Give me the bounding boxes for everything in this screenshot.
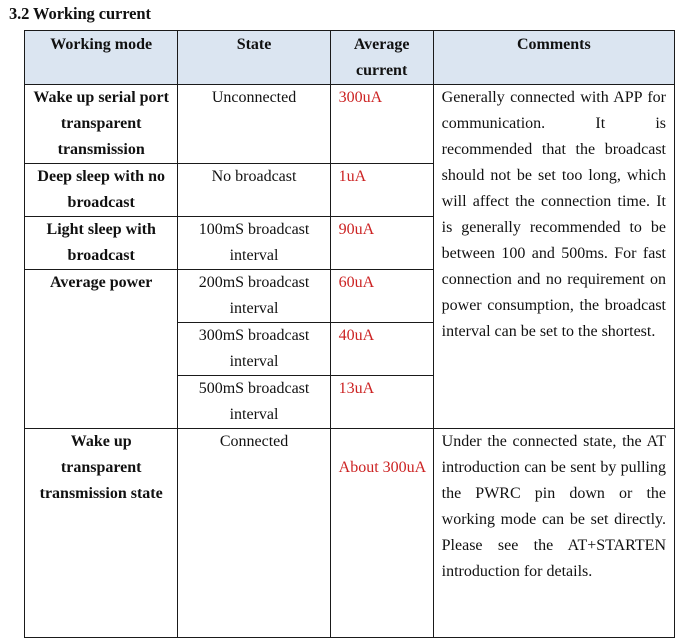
average-current-cell: 40uA: [330, 323, 433, 376]
working-mode-cell: Average power: [25, 270, 178, 429]
state-cell: 500mS broadcast interval: [178, 376, 330, 429]
working-mode-cell: Wake up serial port transparent transmission: [25, 85, 178, 164]
state-cell: No broadcast: [178, 164, 330, 217]
working-mode-cell: Wake up transparent transmission state: [25, 429, 178, 638]
average-current-cell: 60uA: [330, 270, 433, 323]
state-cell: Unconnected: [178, 85, 330, 164]
table-header-row: [25, 31, 675, 85]
header-state: State: [178, 31, 330, 85]
comments-cell: Under the connected state, the AT introduction can be sent by pulling the PWRC pin down or the working mode can be set directly. Please see the AT+STARTEN introduction for details.: [433, 429, 674, 638]
table-row: [25, 429, 675, 638]
state-cell: Connected: [178, 429, 330, 638]
working-mode-cell: Light sleep with broadcast: [25, 217, 178, 270]
state-cell: 200mS broadcast interval: [178, 270, 330, 323]
section-title: 3.2 Working current: [9, 4, 151, 23]
working-mode-cell: Deep sleep with no broadcast: [25, 164, 178, 217]
state-cell: 100mS broadcast interval: [178, 217, 330, 270]
header-working-mode: Working mode: [25, 31, 178, 85]
working-current-table: [24, 30, 675, 638]
table-row: [25, 85, 675, 164]
header-average-current: Average current: [330, 31, 433, 85]
average-current-cell: 300uA: [330, 85, 433, 164]
average-current-cell: About 300uA: [330, 429, 433, 638]
comments-cell: Generally connected with APP for communication. It is recommended that the broadcast should not be set too long, which will affect the connection time. It is generally recommended to be between 100 and 500ms. For fast connection and no requirement on power consumption, the broadcast interval can be set to the shortest.: [433, 85, 674, 429]
state-cell: 300mS broadcast interval: [178, 323, 330, 376]
header-comments: Comments: [433, 31, 674, 85]
average-current-cell: 13uA: [330, 376, 433, 429]
average-current-cell: 1uA: [330, 164, 433, 217]
average-current-cell: 90uA: [330, 217, 433, 270]
